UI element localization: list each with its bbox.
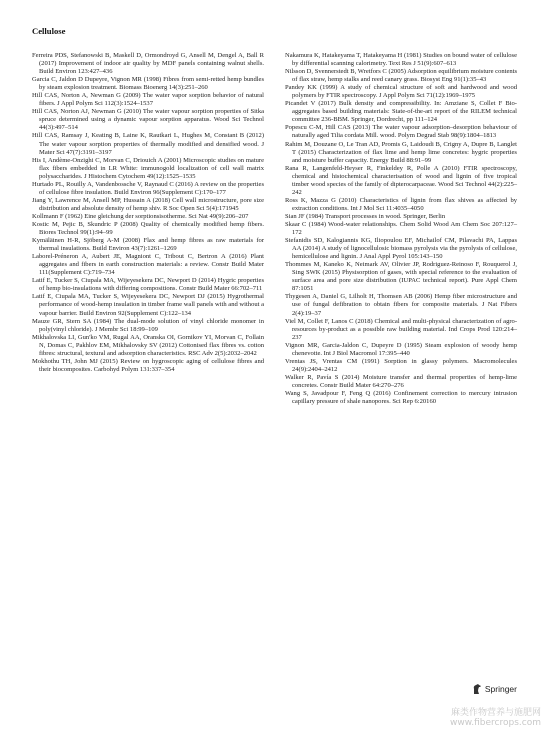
reference-entry: Hurtado PL, Rouilly A, Vandenbossche V, Raynaud C (2016) A review on the properties of cellulose fibre insulation. Build Environ 96(Supplement C):170–177 <box>32 180 264 196</box>
reference-entry: Hill CAS, Norton A, Newman G (2009) The water vapor sorption behavior of natural fibers. J Appl Polym Sci 112(3):1524–1537 <box>32 92 264 108</box>
reference-entry: Thommes M, Kaneko K, Neimark AV, Olivier JP, Rodriguez-Reinoso F, Rouquerol J, Sing SWK (2015) Physisorption of gases, with special reference to the evaluation of surface area and pore size distribution (IUPAC technical report). Pure Appl Chem 87:1051 <box>285 261 517 293</box>
reference-entry: Rana R, Langenfeld-Heyser R, Finkeldey R, Polle A (2010) FTIR spectroscopy, chemical and histochemical characterisation of wood and lignin of five tropical timber wood species of the family of dipterocarpaceae. Wood Sci Technol 44(2):225–242 <box>285 164 517 196</box>
reference-entry: Sian JF (1984) Transport processes in wood. Springer, Berlin <box>285 212 446 220</box>
reference-entry: Viel M, Collet F, Lanos C (2018) Chemical and multi-physical characterization of agro-resources by-product as a possible raw building material. Ind Crops Prod 120:214–237 <box>285 317 517 341</box>
reference-entry: Mauze GR, Stern SA (1984) The dual-mode solution of vinyl chloride monomer in poly(vinyl chloride). J Membr Sci 18:99–109 <box>32 317 264 333</box>
references-left-column <box>32 52 264 374</box>
reference-entry: Nakamura K, Hatakeyama T, Hatakeyama H (1981) Studies on bound water of cellulose by differential scanning calorimetry. Text Res J 51(9):607–613 <box>285 52 517 68</box>
watermark-line-2: www.fibercrops.com <box>450 718 541 728</box>
references-right-column <box>285 52 517 406</box>
watermark-line-1: 麻类作物营养与施肥网 <box>450 708 541 718</box>
reference-entry: Kymäläinen H-R, Sjöberg A-M (2008) Flax and hemp fibres as raw materials for thermal insulations. Build Environ 43(7):1261–1269 <box>32 237 264 253</box>
reference-entry: Vrentas JS, Vrentas CM (1991) Sorption in glassy polymers. Macromolecules 24(9):2404–2412 <box>285 357 517 373</box>
reference-entry: Ross K, Mazza G (2010) Characteristics of lignin from flax shives as affected by extraction conditions. Int J Mol Sci 11:4035–4050 <box>285 196 517 212</box>
reference-entry: Jiang Y, Lawrence M, Ansell MP, Hussain A (2018) Cell wall microstructure, pore size distribution and absolute density of hemp shiv. R Soc Open Sci 5(4):171945 <box>32 196 264 212</box>
reference-entry: Picandet V (2017) Bulk density and compressibility. In: Amziane S, Collet F Bio-aggregates based building materials: State-of-the-art report of the RILEM technical committee 236-BBM. Springer, Dordrecht, pp 111–124 <box>285 100 517 124</box>
reference-entry: Wang S, Javadpour F, Feng Q (2016) Confinement correction to mercury intrusion capillary pressure of shale nanopores. Sci Rep 6:20160 <box>285 389 517 406</box>
reference-entry: Laborel-Préneron A, Aubert JE, Magniont C, Tribout C, Bertron A (2016) Plant aggregates and fibers in earth construction materials: a review. Constr Build Mater 111(Supplement C):719–734 <box>32 253 264 277</box>
reference-entry: Vignon MR, Garcia-Jaldon C, Dupeyre D (1995) Steam explosion of woody hemp chenevotte. Int J Biol Macromol 17:395–440 <box>285 341 517 357</box>
reference-entry: Mikhalovska LI, Gun'ko VM, Rugal AA, Oranska OI, Gornikov YI, Morvan C, Follain N, Domas C, Pakhlov EM, Mikhalovsky SV (2012) Cottonised flax fibres vs. cotton fibres: structural, textural and adsorption characteristics. RSC Adv 2(5):2032–2042 <box>32 333 264 357</box>
reference-entry: Kostic M, Pejic B, Skundric P (2008) Quality of chemically modified hemp fibers. Biores Technol 99(1):94–99 <box>32 220 264 237</box>
reference-entry: Thygesen A, Daniel G, Lilholt H, Thomsen AB (2006) Hemp fiber microstructure and use of fungal defibration to obtain fibers for composite materials. J Nat Fibers 2(4):19–37 <box>285 293 517 317</box>
reference-entry: Hill CAS, Norton AJ, Newman G (2010) The water vapour sorption properties of Sitka spruce determined using a dynamic vapour sorption apparatus. Wood Sci Technol 44(3):497–514 <box>32 108 264 132</box>
springer-horse-icon <box>472 683 482 695</box>
reference-entry: Walker R, Pavía S (2014) Moisture transfer and thermal properties of hemp-lime concretes. Constr Build Mater 64:270–276 <box>285 373 517 389</box>
reference-entry: Latif E, Tucker S, Ciupala MA, Wijeyesekera DC, Newport D (2014) Hygric properties of hemp bio-insulations with differing compositions. Constr Build Mater 66:702–711 <box>32 277 264 293</box>
reference-entry: Nilsson D, Svennerstedt B, Wretfors C (2005) Adsorption equilibrium moisture contents of flax straw, hemp stalks and reed canary grass. Biosyst Eng 91(1):35–43 <box>285 68 517 84</box>
reference-entry: Garcia C, Jaldon D Dupeyre, Vignon MR (1998) Fibres from semi-retted hemp bundles by steam explosion treatment. Biomass Bioenerg 14(3):251–260 <box>32 76 264 92</box>
reference-entry: Rahim M, Douzane O, Le Tran AD, Promis G, Laidoudi B, Crigny A, Dupre B, Langlet T (2015) Characterization of flax lime and hemp lime concretes: hygric properties and moisture buffer capacity. Energy Build 88:91–99 <box>285 140 517 164</box>
reference-entry: Ferreira PDS, Stefanowski B, Maskell D, Ormondroyd G, Ansell M, Dengel A, Ball R (2017) Improvement of indoor air quality by MDF panels containing walnut shells. Build Environ 123:427–436 <box>32 52 264 76</box>
reference-entry: Pandey KK (1999) A study of chemical structure of soft and hardwood and wood polymers by FTIR spectroscopy. J Appl Polym Sci 71(12):1969–1975 <box>285 84 517 100</box>
reference-entry: Kollmann F (1962) Eine gleichung der sorptionsisotherme. Sci Nat 49(9):206–207 <box>32 212 249 220</box>
running-header: Cellulose <box>32 26 66 36</box>
reference-entry: Latif E, Ciupala MA, Tucker S, Wijeyesekera DC, Newport DJ (2015) Hygrothermal performance of wood-hemp insulation in timber frame wall panels with and without a vapour barrier. Build Environ 92(Supplement C):122–134 <box>32 293 264 317</box>
reference-entry: His I, Andème-Onzighi C, Morvan C, Driouich A (2001) Microscopic studies on mature flax fibers embedded in LR White: immunogold localization of cell wall matrix polysaccharides. J Histochem Cytochem 49(12):1525–1535 <box>32 156 264 180</box>
reference-entry: Popescu C-M, Hill CAS (2013) The water vapour adsorption–desorption behaviour of naturally aged Tilia cordata Mill. wood. Polym Degrad Stab 98(9):1804–1813 <box>285 124 517 140</box>
publisher-name: Springer <box>484 684 517 694</box>
reference-entry: Skaar C (1984) Wood-water relationships. Chem Solid Wood Am Chem Soc 207:127–172 <box>285 220 517 237</box>
reference-entry: Hill CAS, Ramsay J, Keating B, Laine K, Rautkari L, Hughes M, Constant B (2012) The water vapour sorption properties of thermally modified and densified wood. J Mater Sci 47(7):3191–3197 <box>32 132 264 156</box>
publisher-footer <box>472 683 517 695</box>
site-watermark <box>450 708 541 728</box>
reference-entry: Mokhothu TH, John MJ (2015) Review on hygroscopic aging of cellulose fibres and their biocomposites. Carbohyd Polym 131:337–354 <box>32 357 264 373</box>
reference-entry: Stefanidis SD, Kalogiannis KG, Iliopoulou EF, Michailof CM, Pilavachi PA, Lappas AA (2014) A study of lignocellulosic biomass pyrolysis via the pyrolysis of cellulose, hemicellulose and lignin. J Anal Appl Pyrol 105:143–150 <box>285 237 517 261</box>
